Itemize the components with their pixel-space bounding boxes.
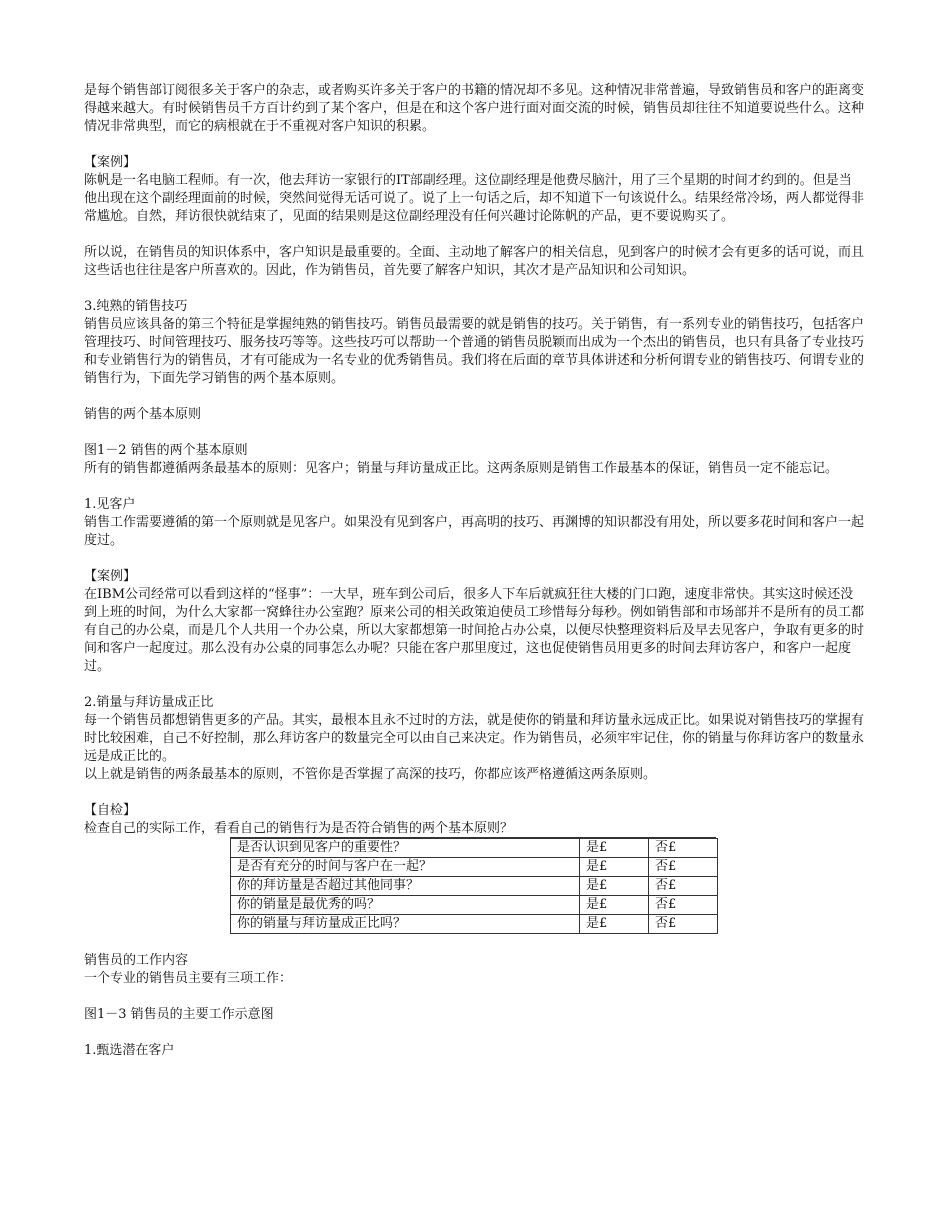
self-check-heading: 【自检】 [84, 803, 137, 818]
principle-1-body: 销售工作需要遵循的第一个原则就是见客户。如果没有见到客户，再高明的技巧、再渊博的知识都没有用处，所以要多花时间和客户一起度过。 [84, 515, 865, 548]
section-title-work: 销售员的工作内容 [84, 953, 189, 968]
check-no-option[interactable]: 否£ [649, 858, 718, 877]
check-question: 是否有充分的时间与客户在一起？ [231, 858, 580, 877]
table-row [231, 915, 718, 934]
check-question: 是否认识到见客户的重要性？ [231, 839, 580, 858]
figure-caption-1-2: 图1－2 销售的两个基本原则 [84, 443, 248, 458]
check-yes-option[interactable]: 是£ [580, 877, 649, 896]
check-yes-option[interactable]: 是£ [580, 858, 649, 877]
self-check-prompt [84, 820, 864, 838]
check-no-option[interactable]: 否£ [649, 915, 718, 934]
self-check-prompt-text: 检查自己的实际工作，看看自己的销售行为是否符合销售的两个基本原则？ [84, 821, 514, 836]
document-page [84, 82, 864, 1060]
section-heading-skills: 3.纯熟的销售技巧 [84, 299, 188, 314]
work-1-heading: 1.甄选潜在客户 [84, 1043, 175, 1058]
case-body: 陈帆是一名电脑工程师。有一次，他去拜访一家银行的IT部副经理。这位副经理是他费尽脑汁，用了三个星期的时间才约到的。但是当他出现在这个副经理面前的时候，突然间觉得无话可说了。说了上一句话之后，却不知道下一句该说什么。结果经常冷场，两人都觉得非常尴尬。自然，拜访很快就结束了，见面的结果则是这位副经理没有任何兴趣讨论陈帆的产品，更不要说购买了。 [84, 173, 865, 224]
table-row [231, 858, 718, 877]
principles-body: 所有的销售都遵循两条最基本的原则：见客户；销量与拜访量成正比。这两条原则是销售工作最基本的保证，销售员一定不能忘记。 [84, 461, 839, 476]
work-intro: 一个专业的销售员主要有三项工作： [84, 971, 293, 986]
case-heading: 【案例】 [84, 155, 137, 170]
check-yes-option[interactable]: 是£ [580, 896, 649, 915]
check-no-option[interactable]: 否£ [649, 877, 718, 896]
check-question: 你的拜访量是否超过其他同事？ [231, 877, 580, 896]
table-row [231, 877, 718, 896]
check-question: 你的销量是最优秀的吗？ [231, 896, 580, 915]
summary-paragraph: 所以说，在销售员的知识体系中，客户知识是最重要的。全面、主动地了解客户的相关信息，见到客户的时候才会有更多的话可说，而且这些话也往往是客户所喜欢的。因此，作为销售员，首先要了解客户知识，其次才是产品知识和公司知识。 [84, 245, 865, 278]
check-no-option[interactable]: 否£ [649, 896, 718, 915]
case-body-2: 在IBM公司经常可以看到这样的“怪事”：一大早，班车到公司后，很多人下车后就疯狂往大楼的门口跑，速度非常快。其实这时候还没到上班的时间，为什么大家都一窝蜂往办公室跑？原来公司的相关政策迫使员工珍惜每分每秒。例如销售部和市场部并不是所有的员工都有自己的办公桌，而是几个人共用一个办公桌，所以大家都想第一时间抢占办公桌，以便尽快整理资料后及早去见客户，争取有更多的时间和客户一起度过。那么没有办公桌的同事怎么办呢？只能在客户那里度过，这也促使销售员用更多的时间去拜访客户，和客户一起度过。 [84, 587, 865, 674]
section-body-skills: 销售员应该具备的第三个特征是掌握纯熟的销售技巧。销售员最需要的就是销售的技巧。关于销售，有一系列专业的销售技巧，包括客户管理技巧、时间管理技巧、服务技巧等等。这些技巧可以帮助一个普通的销售员脱颖而出成为一个杰出的销售员，也只有具备了专业技巧和专业销售行为的销售员，才有可能成为一名专业的优秀销售员。我们将在后面的章节具体讲述和分析何谓专业的销售技巧、何谓专业的销售行为，下面先学习销售的两个基本原则。 [84, 317, 865, 386]
intro-paragraph: 是每个销售部订阅很多关于客户的杂志，或者购买许多关于客户的书籍的情况却不多见。这种情况非常普遍，导致销售员和客户的距离变得越来越大。有时候销售员千方百计约到了某个客户，但是在和这个客户进行面对面交流的时候，销售员却往往不知道要说些什么。这种情况非常典型，而它的病根就在于不重视对客户知识的积累。 [84, 83, 865, 134]
table-row [231, 839, 718, 858]
principle-1-heading: 1.见客户 [84, 497, 136, 512]
principle-2-body: 每一个销售员都想销售更多的产品。其实，最根本且永不过时的方法，就是使你的销量和拜访量永远成正比。如果说对销售技巧的掌握有时比较困难，自己不好控制，那么拜访客户的数量完全可以由自己来决定。作为销售员，必须牢牢记住，你的销量与你拜访客户的数量永远是成正比的。 [84, 713, 865, 764]
case-heading-2: 【案例】 [84, 569, 137, 584]
check-yes-option[interactable]: 是£ [580, 915, 649, 934]
check-question: 你的销量与拜访量成正比吗？ [231, 915, 580, 934]
principle-2-conclusion: 以上就是销售的两条最基本的原则，不管你是否掌握了高深的技巧，你都应该严格遵循这两条原则。 [84, 767, 657, 782]
self-check-table [230, 838, 718, 934]
section-title-principles: 销售的两个基本原则 [84, 407, 202, 422]
table-row [231, 896, 718, 915]
table-top-rule [230, 837, 716, 838]
check-no-option[interactable]: 否£ [649, 839, 718, 858]
check-yes-option[interactable]: 是£ [580, 839, 649, 858]
principle-2-heading: 2.销量与拜访量成正比 [84, 695, 214, 710]
figure-caption-1-3: 图1－3 销售员的主要工作示意图 [84, 1007, 274, 1022]
